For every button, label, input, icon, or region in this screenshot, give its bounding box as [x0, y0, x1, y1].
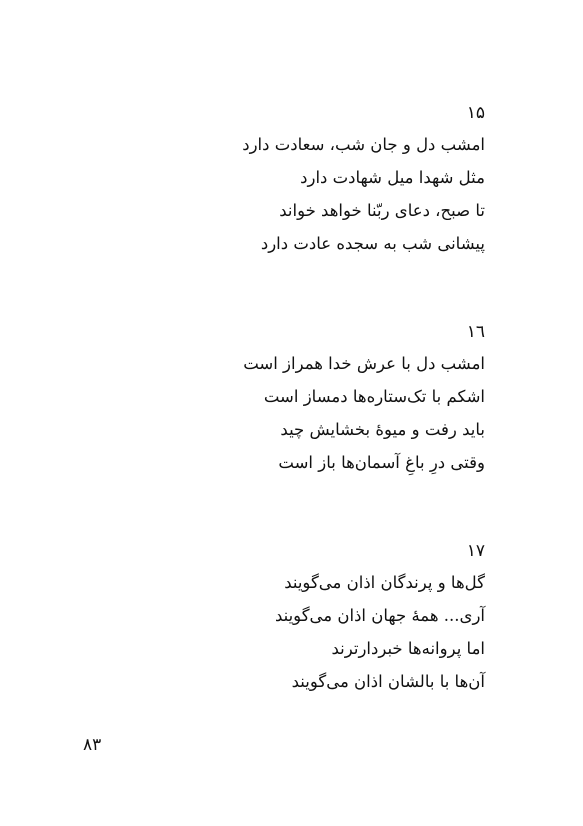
verse-line: وقتی درِ باغِ آسمان‌ها باز است: [278, 453, 485, 472]
page-number: ۸۳: [83, 735, 102, 755]
verse-line: تا صبح، دعای ربّنا خواهد خواند: [279, 201, 485, 220]
verse-line: اما پروانه‌ها خبردارترند: [331, 639, 485, 658]
verse-line: گل‌ها و پرندگان اذان می‌گویند: [284, 573, 485, 592]
verse-line: پیشانی شب به سجده عادت دارد: [260, 234, 485, 253]
verse-line: امشب دل با عرش خدا همراز است: [243, 354, 485, 373]
verse-line: مثل شهدا میل شهادت دارد: [300, 168, 485, 187]
verse-line: آری... همهٔ جهان اذان می‌گویند: [274, 606, 485, 625]
stanza-15: [165, 101, 485, 263]
verse-line: اشکم با تک‌ستاره‌ها دمساز است: [263, 387, 485, 406]
stanza-17: [165, 539, 485, 701]
verse-line: باید رفت و میوهٔ بخشایش چید: [280, 420, 485, 439]
stanza-16: [165, 320, 485, 482]
verse-line: آن‌ها با بالشان اذان می‌گویند: [291, 672, 485, 691]
stanza-number: ۱۵: [466, 103, 485, 123]
verse-line: امشب دل و جان شب، سعادت دارد: [242, 135, 485, 154]
stanza-number: ۱٦: [466, 322, 485, 342]
stanza-number: ۱۷: [466, 541, 485, 561]
